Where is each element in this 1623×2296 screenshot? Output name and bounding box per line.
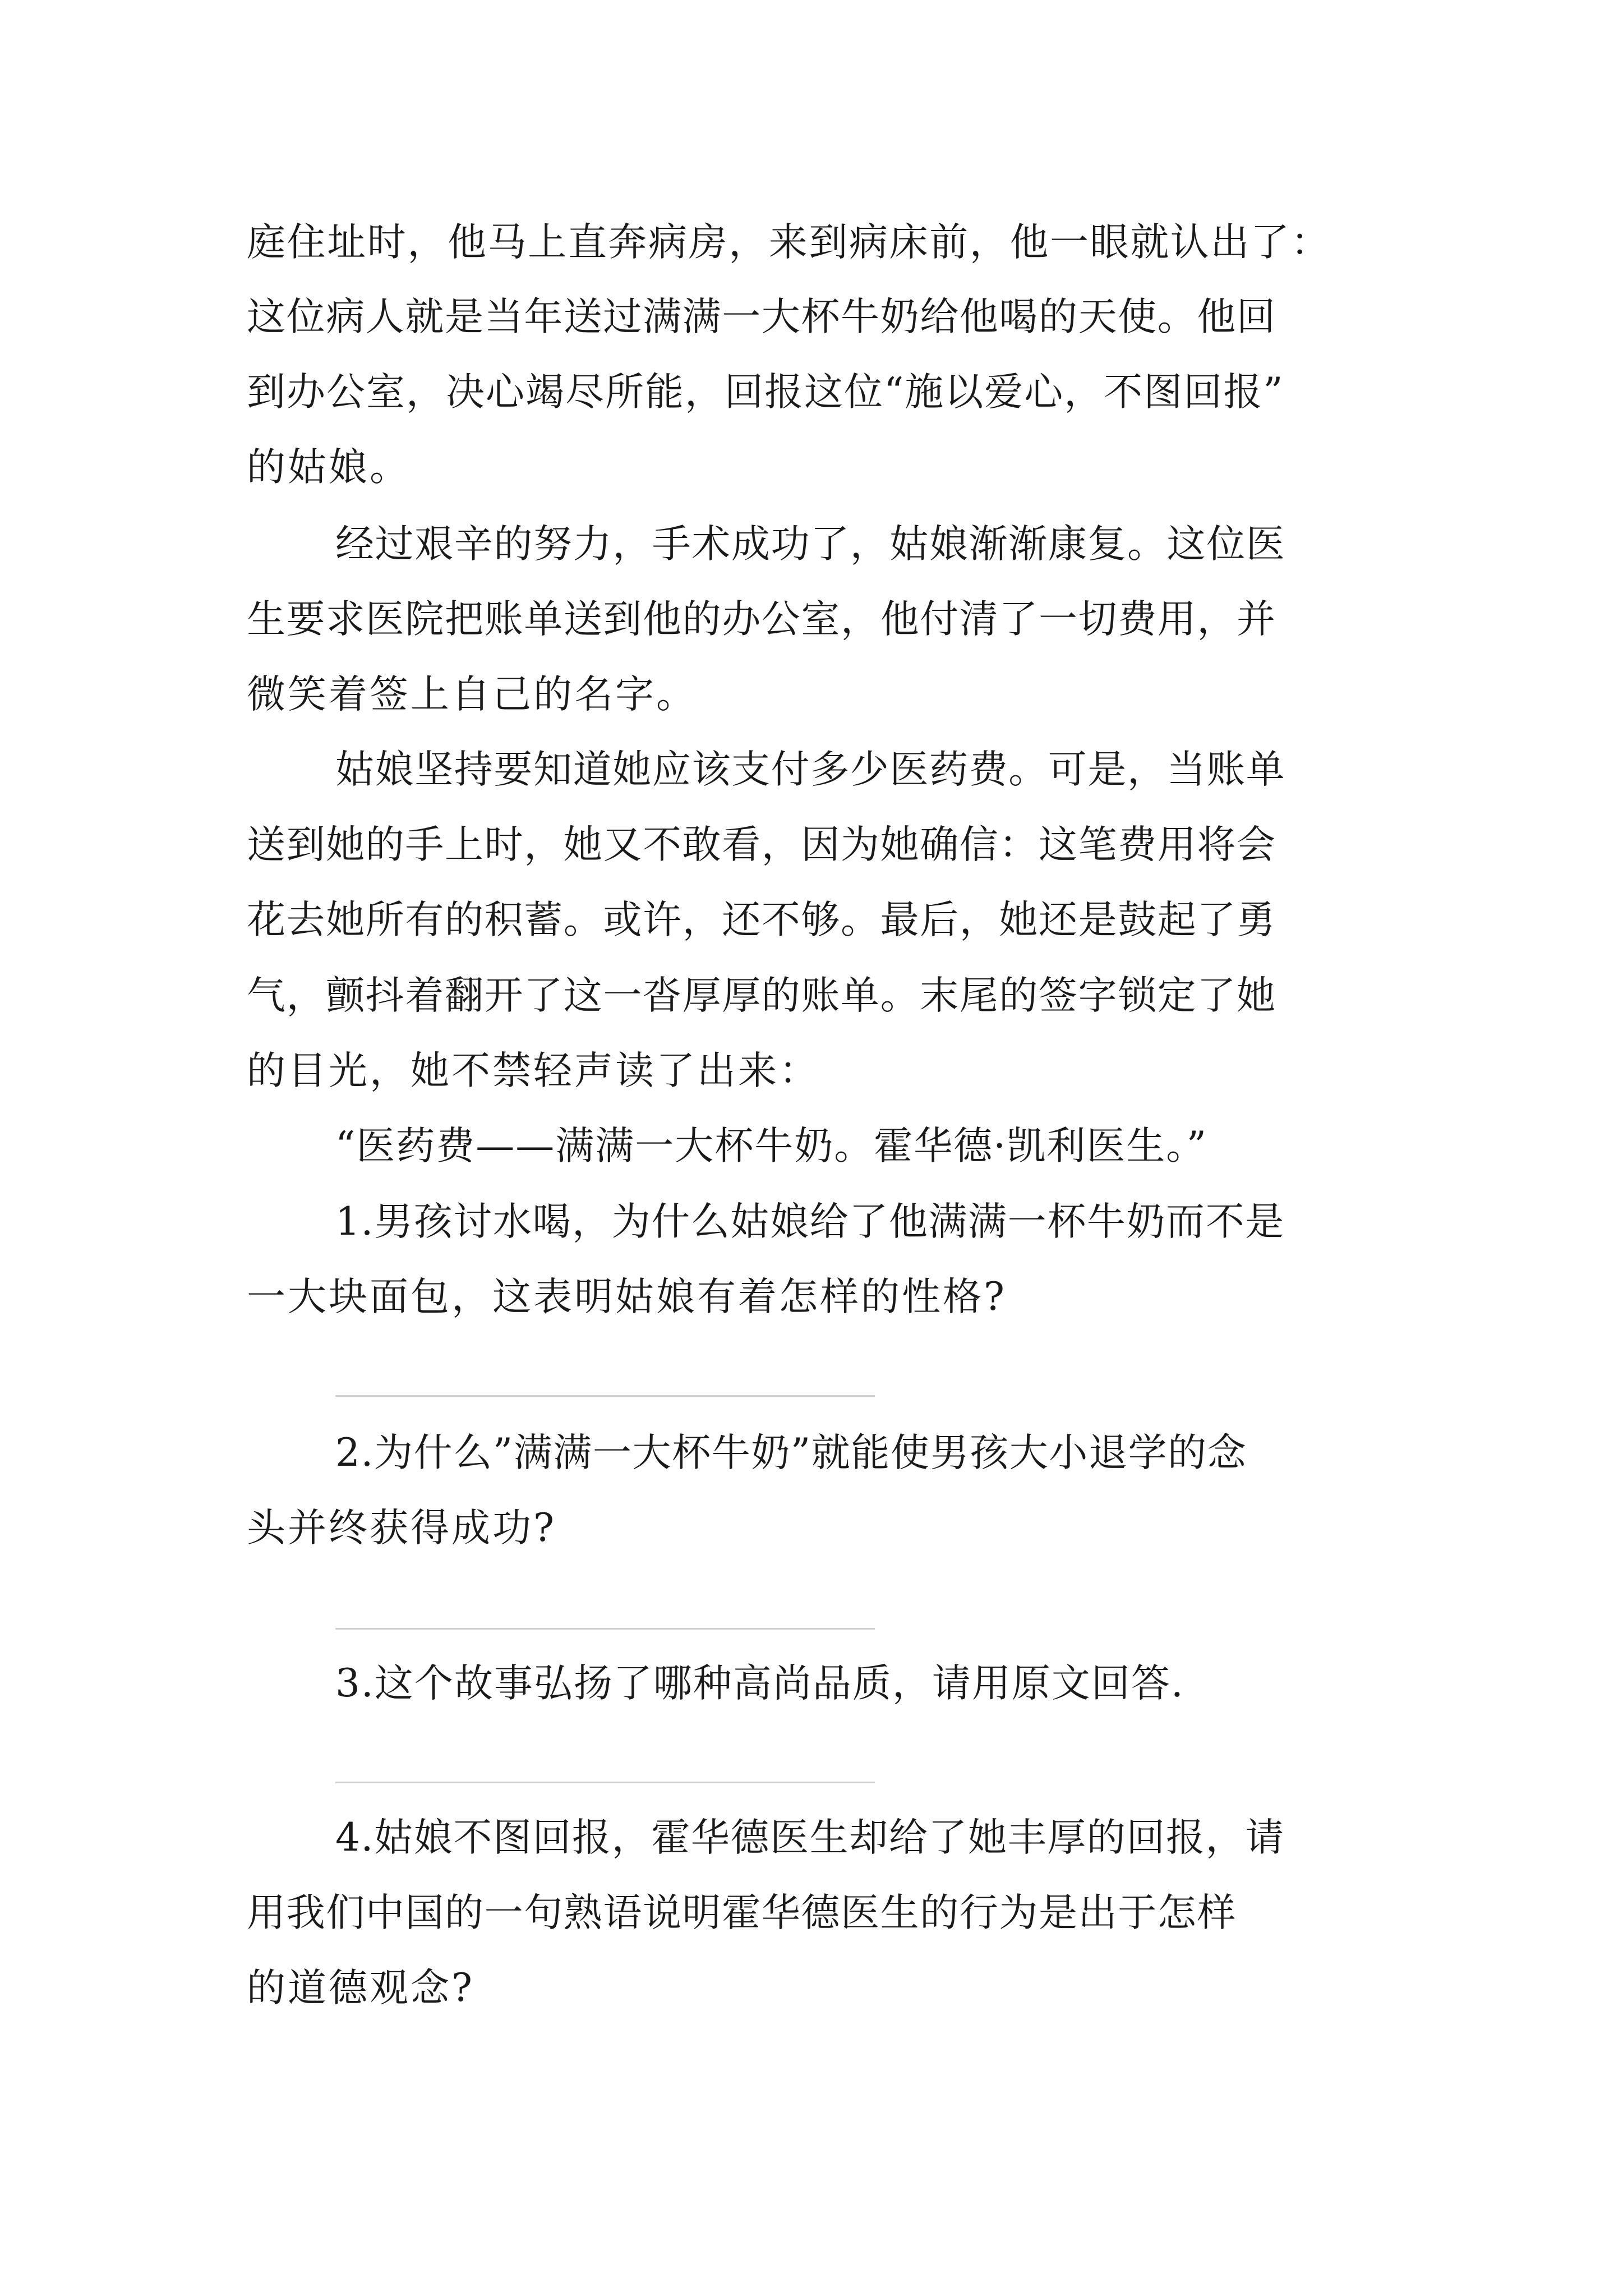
question-4-continued: 用我们中国的一句熟语说明霍华德医生的行为是出于怎样 — [247, 1890, 1237, 1935]
answer-line-3[interactable] — [335, 1782, 875, 1783]
question-3: 3.这个故事弘扬了哪种高尚品质，请用原文回答. — [335, 1661, 1184, 1706]
quote-line: “医药费——满满一大杯牛奶。霍华德·凯利医生。” — [335, 1124, 1207, 1168]
text-line: 生要求医院把账单送到他的办公室，他付清了一切费用，并 — [247, 597, 1276, 642]
text-line: 的目光，她不禁轻声读了出来： — [247, 1048, 820, 1093]
question-1-continued: 一大块面包，这表明姑娘有着怎样的性格? — [247, 1274, 1007, 1319]
question-1: 1.男孩讨水喝，为什么姑娘给了他满满一杯牛奶而不是 — [335, 1199, 1285, 1244]
text-line: 的姑娘。 — [247, 445, 411, 490]
text-line: 花去她所有的积蓄。或许，还不够。最后，她还是鼓起了勇 — [247, 898, 1276, 942]
text-line: 姑娘坚持要知道她应该支付多少医药费。可是，当账单 — [335, 747, 1286, 792]
answer-line-2[interactable] — [335, 1628, 875, 1630]
question-2: 2.为什么”满满一大杯牛奶”就能使男孩大小退学的念 — [335, 1430, 1247, 1475]
text-line: 气，颤抖着翻开了这一沓厚厚的账单。末尾的签字锁定了她 — [247, 973, 1276, 1018]
text-line: 到办公室，决心竭尽所能，回报这位“施以爱心，不图回报” — [247, 370, 1284, 415]
question-4: 4.姑娘不图回报，霍华德医生却给了她丰厚的回报，请 — [335, 1815, 1285, 1860]
answer-line-1[interactable] — [335, 1395, 875, 1397]
text-line: 微笑着签上自己的名字。 — [247, 672, 697, 717]
text-line: 经过艰辛的努力，手术成功了，姑娘渐渐康复。这位医 — [335, 522, 1286, 567]
question-4-end: 的道德观念? — [247, 1966, 474, 2010]
question-2-continued: 头并终获得成功? — [247, 1506, 556, 1550]
text-line: 这位病人就是当年送过满满一大杯牛奶给他喝的天使。他回 — [247, 295, 1276, 339]
text-line: 庭住址时，他马上直奔病房，来到病床前，他一眼就认出了： — [247, 220, 1331, 265]
text-line: 送到她的手上时，她又不敢看，因为她确信：这笔费用将会 — [247, 822, 1276, 867]
